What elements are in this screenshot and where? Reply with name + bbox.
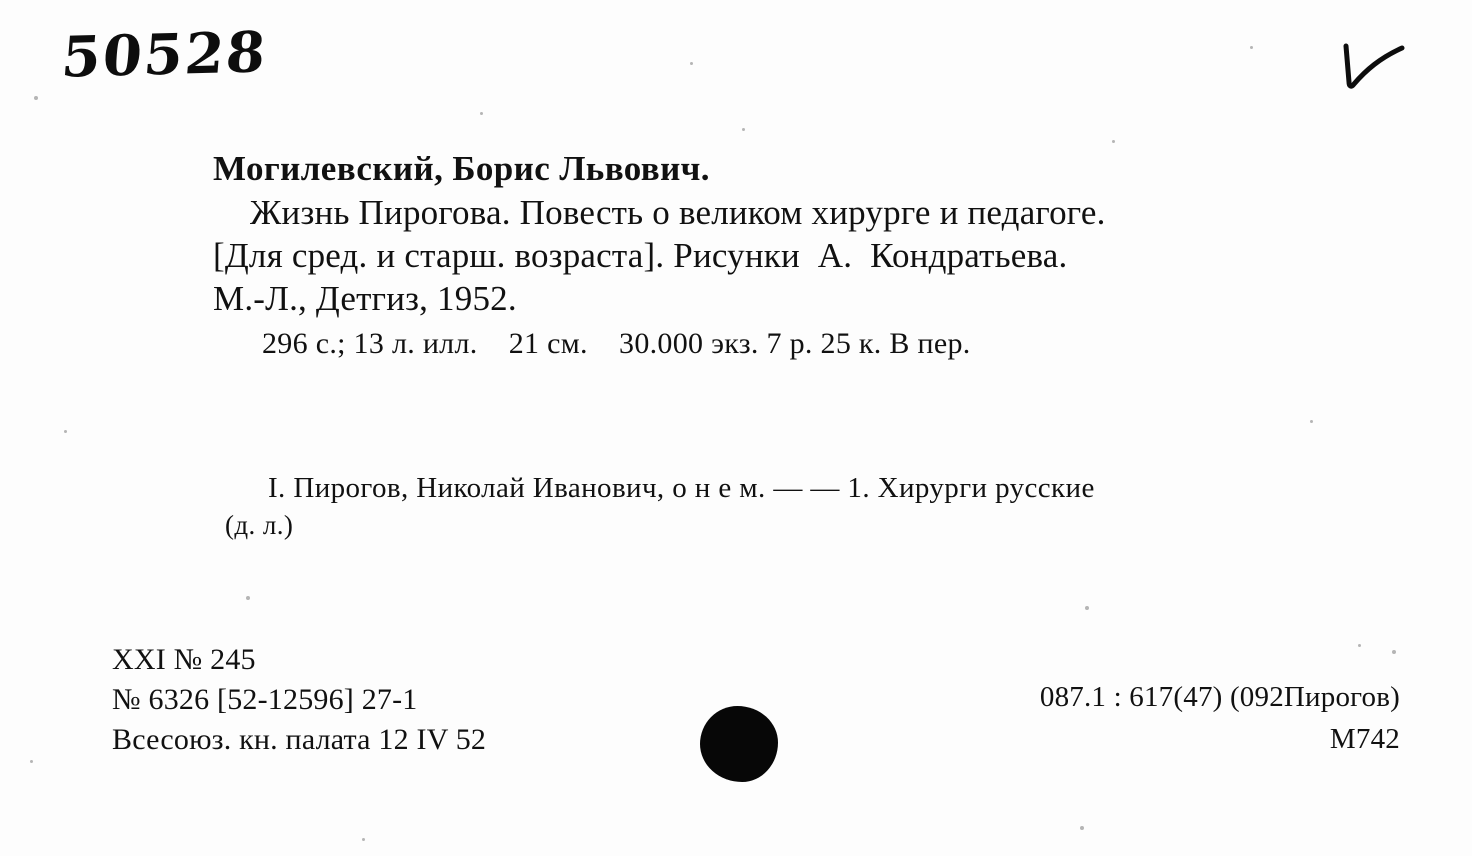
scan-speck xyxy=(1085,606,1089,610)
scan-speck xyxy=(1310,420,1313,423)
scan-speck xyxy=(480,112,483,115)
ink-blot-mark xyxy=(700,706,778,782)
accession-number: 50528 xyxy=(59,19,270,91)
imprint-line: М.-Л., Детгиз, 1952. xyxy=(213,279,517,319)
scan-speck xyxy=(34,96,38,100)
control-numbers-block xyxy=(112,640,486,760)
scan-speck xyxy=(1358,644,1361,647)
scan-speck xyxy=(246,596,250,600)
scan-speck xyxy=(362,838,365,841)
author-heading: Могилевский, Борис Львович. xyxy=(213,149,710,188)
scan-speck xyxy=(742,128,745,131)
tracing-line-1: I. Пирогов, Николай Иванович, о н е м. — — 1. Хирурги русские xyxy=(268,472,1095,504)
scan-speck xyxy=(1250,46,1253,49)
title-statement-line-1: Жизнь Пирогова. Повесть о великом хирурге и педагоге. xyxy=(250,192,1106,232)
handwritten-check-icon xyxy=(1340,42,1410,102)
collation-line: 296 с.; 13 л. илл. 21 см. 30.000 экз. 7 р. 25 к. В пер. xyxy=(262,326,971,360)
control-number-line-1: XXI № 245 xyxy=(112,643,256,676)
scan-speck xyxy=(1080,826,1084,830)
main-entry-block xyxy=(0,148,1472,361)
issuing-agency-line: Всесоюз. кн. палата 12 IV 52 xyxy=(112,722,487,756)
scan-speck xyxy=(1392,650,1396,654)
udc-classification: 087.1 : 617(47) (092Пирогов) xyxy=(1039,681,1400,713)
control-number-line-2: № 6326 [52-12596] 27-1 xyxy=(112,682,418,716)
scan-speck xyxy=(1112,140,1115,143)
tracing-block xyxy=(0,470,1472,543)
scan-speck xyxy=(30,760,33,763)
scan-speck xyxy=(64,430,67,433)
tracing-line-2: (д. л.) xyxy=(225,509,294,540)
title-statement-line-2: [Для сред. и старш. возраста]. Рисунки А. Кондратьева. xyxy=(213,236,1068,276)
classification-block xyxy=(1040,676,1400,760)
scan-speck xyxy=(690,62,693,65)
author-mark: М742 xyxy=(1329,723,1400,756)
